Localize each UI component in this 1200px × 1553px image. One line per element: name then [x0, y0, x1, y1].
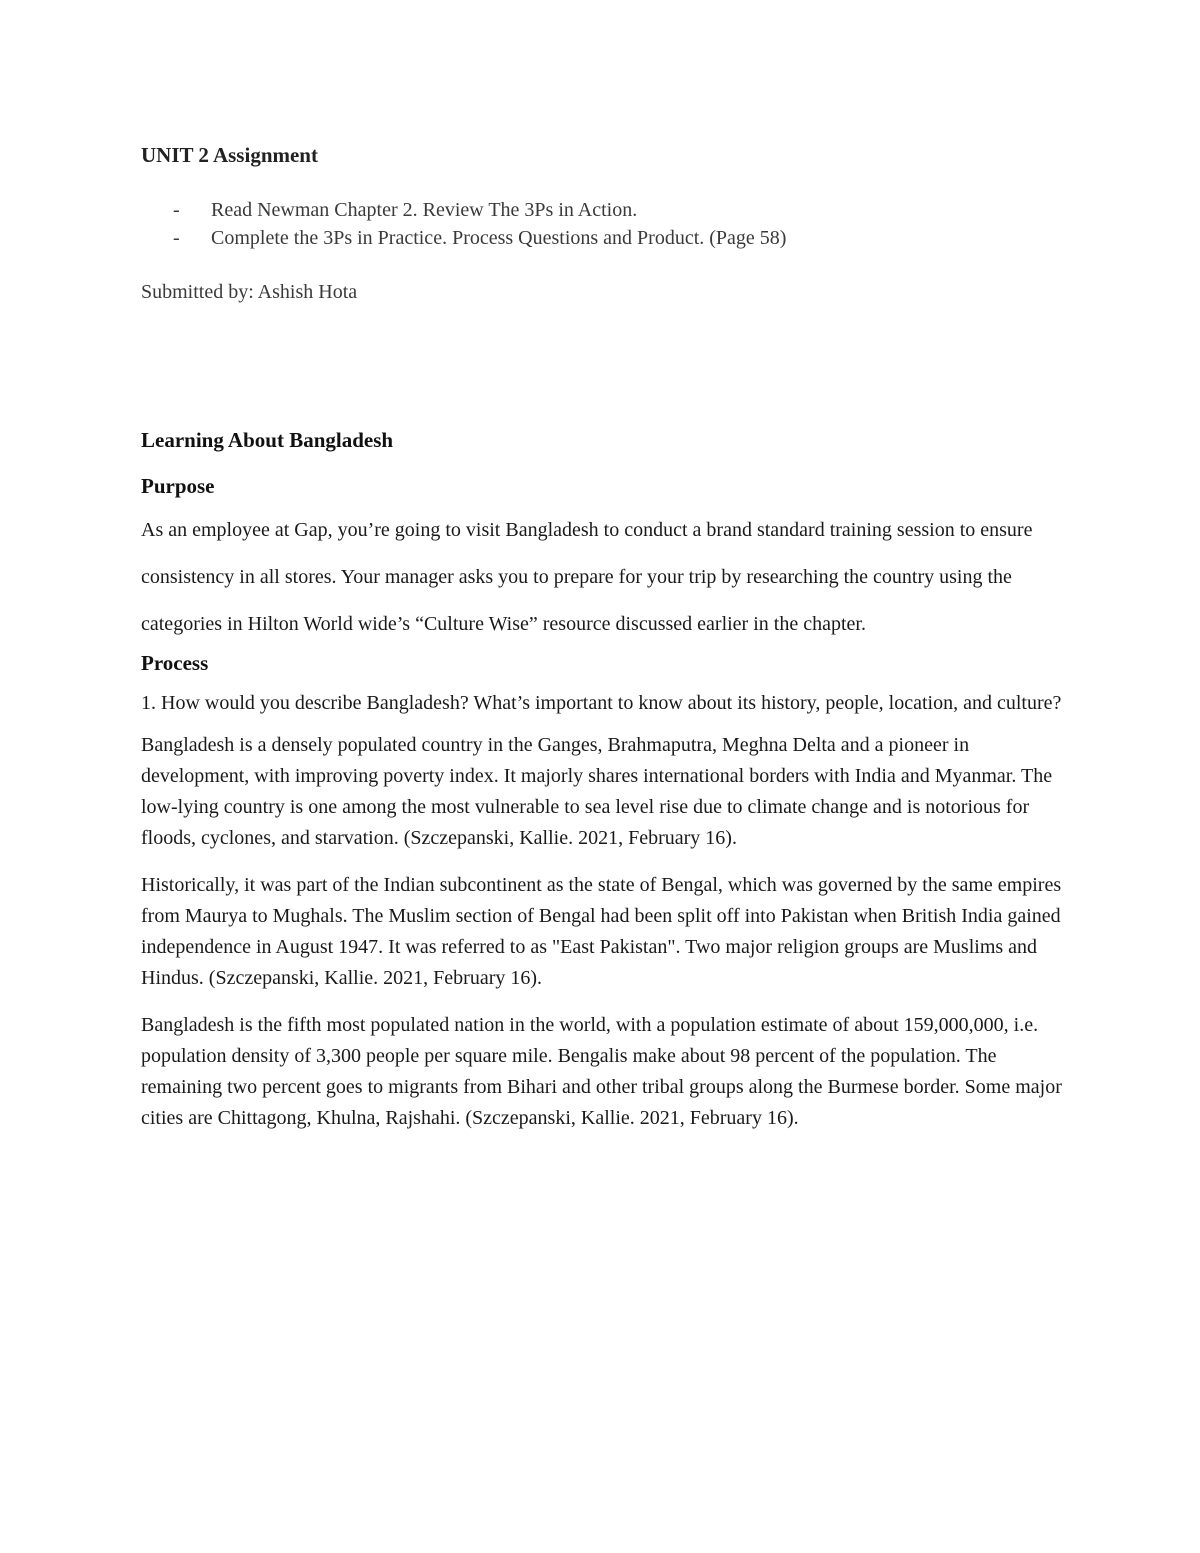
task-text: Complete the 3Ps in Practice. Process Questions and Product. (Page 58) — [211, 227, 787, 249]
section-title: Learning About Bangladesh — [141, 428, 394, 452]
question-1: 1. How would you describe Bangladesh? What’s important to know about its history, people, location, and culture? — [141, 692, 1062, 714]
unit-title: UNIT 2 Assignment — [141, 143, 318, 167]
document-content — [141, 140, 1066, 1150]
task-bullet: - — [173, 199, 180, 221]
answer-paragraph: Bangladesh is a densely populated country in the Ganges, Brahmaputra, Meghna Delta and a pioneer in development, with improving poverty index. It majorly shares international borders with India and Myanmar. The low-lying country is one among the most vulnerable to sea level rise due to climate change and is notorious for floods, cyclones, and starvation. (Szczepanski, Kallie. 2021, February 16). — [141, 734, 1053, 849]
purpose-text: As an employee at Gap, you’re going to visit Bangladesh to conduct a brand standard training session to ensure consistency in all stores. Your manager asks you to prepare for your trip by researching the country using the categories in Hilton World wide’s “Culture Wise” resource discussed earlier in the chapter. — [141, 519, 1033, 635]
task-item — [141, 196, 1066, 224]
task-list — [141, 196, 1066, 252]
task-bullet: - — [173, 227, 180, 249]
task-text: Read Newman Chapter 2. Review The 3Ps in Action. — [211, 199, 638, 221]
answer-paragraph: Bangladesh is the fifth most populated nation in the world, with a population estimate of about 159,000,000, i.e. population density of 3,300 people per square mile. Bengalis make about 98 percent of the population. The remaining two percent goes to migrants from Bihari and other tribal groups along the Burmese border. Some major cities are Chittagong, Khulna, Rajshahi. (Szczepanski, Kallie. 2021, February 16). — [141, 1014, 1062, 1129]
submitted-by: Submitted by: Ashish Hota — [141, 281, 358, 303]
answer-paragraph: Historically, it was part of the Indian subcontinent as the state of Bengal, which was governed by the same empires from Maurya to Mughals. The Muslim section of Bengal had been split off into Pakistan when British India gained independence in August 1947. It was referred to as "East Pakistan". Two major religion groups are Muslims and Hindus. (Szczepanski, Kallie. 2021, February 16). — [141, 874, 1062, 989]
task-item — [141, 224, 1066, 252]
process-heading: Process — [141, 651, 209, 675]
purpose-heading: Purpose — [141, 474, 215, 498]
